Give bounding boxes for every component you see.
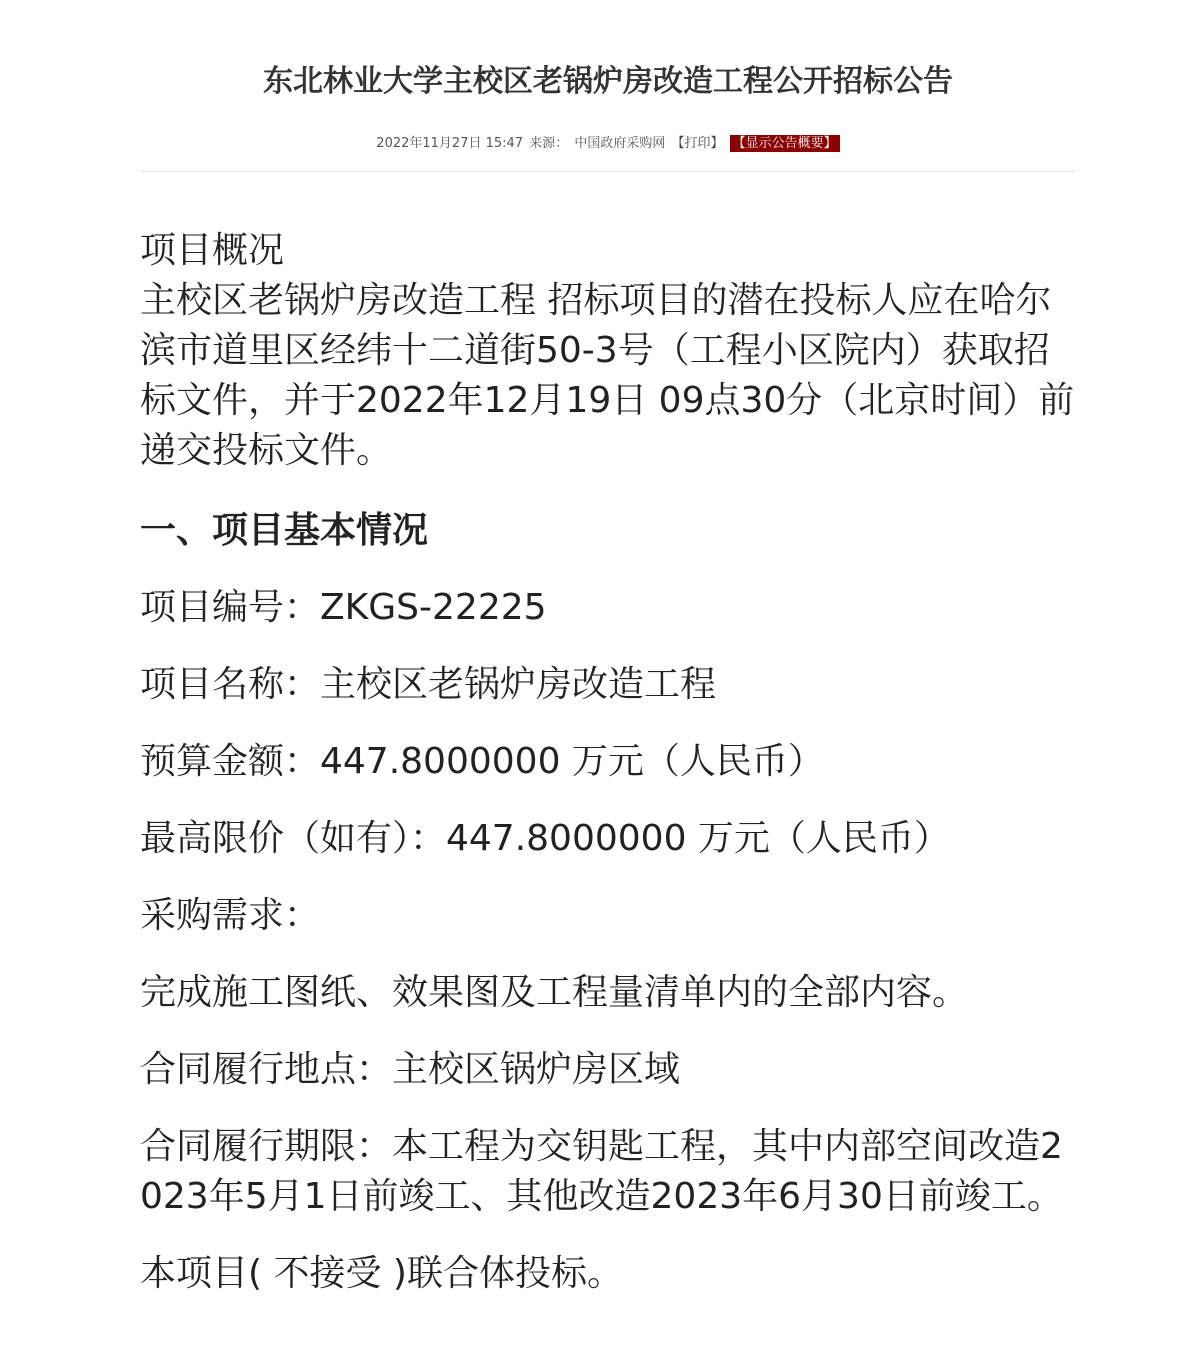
page-title: 东北林业大学主校区老锅炉房改造工程公开招标公告 bbox=[263, 64, 953, 99]
consortium-note: 本项目( 不接受 )联合体投标。 bbox=[140, 1253, 623, 1294]
overview-heading: 项目概况 bbox=[140, 230, 285, 271]
article-meta bbox=[140, 132, 1076, 151]
source-label: 来源： bbox=[529, 136, 569, 151]
contract-location: 合同履行地点：主校区锅炉房区域 bbox=[140, 1049, 681, 1090]
budget-amount: 预算金额：447.8000000 万元（人民币） bbox=[140, 741, 824, 782]
contract-period: 合同履行期限：本工程为交钥匙工程，其中内部空间改造2023年5月1日前竣工、其他改造2023年6月30日前竣工。 bbox=[140, 1126, 1063, 1217]
requirements-text: 完成施工图纸、效果图及工程量清单内的全部内容。 bbox=[140, 972, 969, 1013]
section-heading: 一、项目基本情况 bbox=[140, 510, 429, 551]
max-price: 最高限价（如有）：447.8000000 万元（人民币） bbox=[140, 818, 950, 859]
divider bbox=[140, 171, 1076, 172]
print-link[interactable]: 【打印】 bbox=[671, 136, 724, 151]
source-name: 中国政府采购网 bbox=[574, 136, 666, 151]
project-name: 项目名称：主校区老锅炉房改造工程 bbox=[140, 664, 717, 705]
overview-paragraph: 主校区老锅炉房改造工程 招标项目的潜在投标人应在哈尔滨市道里区经纬十二道街50-3号（工程小区院内）获取招标文件，并于2022年12月19日 09点30分（北京时间）前递交投标文件。 bbox=[140, 280, 1075, 471]
show-summary-button[interactable]: 【显示公告概要】 bbox=[730, 135, 840, 152]
publish-date: 2022年11月27日 15:47 bbox=[376, 136, 524, 151]
requirements-label: 采购需求： bbox=[140, 895, 321, 936]
article-content bbox=[140, 226, 1076, 1299]
project-number: 项目编号：ZKGS-22225 bbox=[140, 587, 547, 628]
